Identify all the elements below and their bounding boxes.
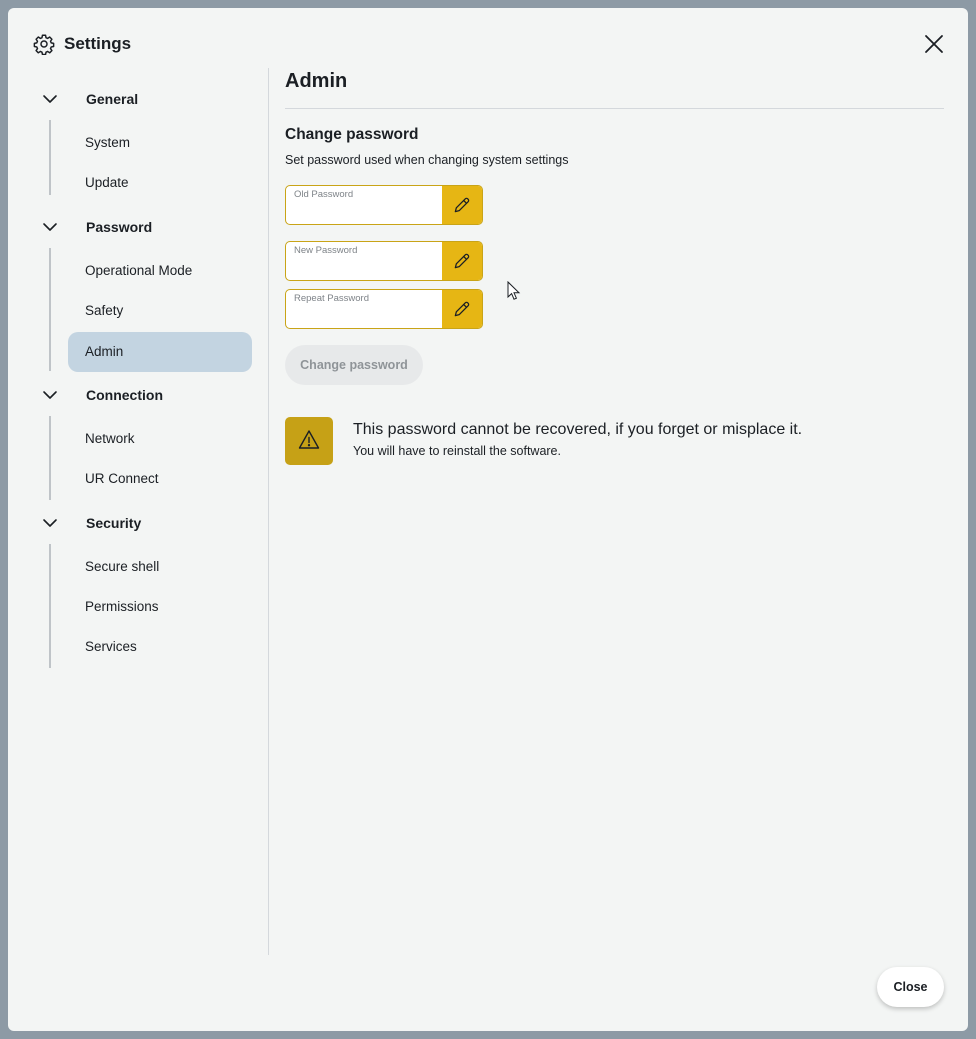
pencil-icon bbox=[452, 299, 472, 319]
old-password-edit-button[interactable] bbox=[442, 186, 482, 224]
sidebar-item-permissions[interactable] bbox=[68, 587, 252, 627]
sidebar-item-label: Permissions bbox=[85, 599, 159, 614]
sidebar-item-secure-shell[interactable] bbox=[68, 547, 252, 587]
chevron-down-icon bbox=[42, 515, 58, 531]
sidebar-item-ur-connect[interactable] bbox=[68, 459, 252, 499]
new-password-field[interactable] bbox=[285, 241, 483, 281]
warning-subtitle: You will have to reinstall the software. bbox=[353, 444, 561, 458]
repeat-password-input[interactable] bbox=[294, 307, 434, 325]
sidebar-item-label: Safety bbox=[85, 303, 124, 318]
sidebar-item-label: Network bbox=[85, 431, 135, 446]
chevron-down-icon bbox=[42, 219, 58, 235]
pencil-icon bbox=[452, 195, 472, 215]
sidebar-item-update[interactable] bbox=[68, 163, 252, 203]
sidebar-group-label: Security bbox=[86, 515, 142, 531]
sidebar-group-password[interactable] bbox=[38, 207, 258, 247]
new-password-label: New Password bbox=[294, 245, 358, 256]
section-description: Set password used when changing system settings bbox=[285, 153, 569, 167]
repeat-password-label: Repeat Password bbox=[294, 293, 369, 304]
sidebar-group-label: General bbox=[86, 91, 139, 107]
sidebar-item-services[interactable] bbox=[68, 627, 252, 667]
sidebar-group-label: Connection bbox=[86, 387, 163, 403]
new-password-edit-button[interactable] bbox=[442, 242, 482, 280]
group-indent-line bbox=[49, 248, 51, 371]
close-button[interactable]: Close bbox=[877, 967, 944, 1007]
sidebar-item-label: UR Connect bbox=[85, 471, 159, 486]
title-divider bbox=[285, 108, 944, 109]
chevron-down-icon bbox=[42, 91, 58, 107]
change-password-button[interactable]: Change password bbox=[285, 345, 423, 385]
sidebar-item-label: Services bbox=[85, 639, 137, 654]
sidebar-item-system[interactable] bbox=[68, 123, 252, 163]
group-indent-line bbox=[49, 416, 51, 500]
group-indent-line bbox=[49, 544, 51, 668]
warning-badge bbox=[285, 417, 333, 465]
sidebar-item-admin[interactable] bbox=[68, 332, 252, 372]
warning-icon bbox=[297, 428, 321, 452]
group-indent-line bbox=[49, 120, 51, 195]
chevron-down-icon bbox=[42, 387, 58, 403]
sidebar-item-label: Update bbox=[85, 175, 129, 190]
sidebar-item-network[interactable] bbox=[68, 419, 252, 459]
sidebar-group-security[interactable] bbox=[38, 503, 258, 543]
sidebar-group-label: Password bbox=[86, 219, 153, 235]
old-password-label: Old Password bbox=[294, 189, 354, 200]
old-password-input[interactable] bbox=[294, 203, 434, 221]
sidebar-group-general[interactable] bbox=[38, 79, 258, 119]
pencil-icon bbox=[452, 251, 472, 271]
sidebar-item-safety[interactable] bbox=[68, 291, 252, 331]
repeat-password-edit-button[interactable] bbox=[442, 290, 482, 328]
page-title: Admin bbox=[285, 70, 348, 92]
sidebar-group-connection[interactable] bbox=[38, 375, 258, 415]
sidebar-item-label: Secure shell bbox=[85, 559, 160, 574]
gear-icon bbox=[33, 33, 55, 55]
sidebar-item-label: System bbox=[85, 135, 131, 150]
warning-title: This password cannot be recovered, if you forget or misplace it. bbox=[353, 421, 803, 438]
sidebar-divider bbox=[268, 68, 269, 955]
section-title: Change password bbox=[285, 126, 419, 143]
sidebar-item-operational-mode[interactable] bbox=[68, 251, 252, 291]
mouse-cursor-icon bbox=[507, 281, 521, 301]
settings-dialog bbox=[8, 8, 968, 1031]
old-password-field[interactable] bbox=[285, 185, 483, 225]
dialog-title: Settings bbox=[64, 34, 132, 53]
new-password-input[interactable] bbox=[294, 259, 434, 277]
sidebar-item-label: Operational Mode bbox=[85, 263, 193, 278]
sidebar-item-label: Admin bbox=[85, 344, 124, 359]
close-icon[interactable] bbox=[922, 32, 946, 56]
repeat-password-field[interactable] bbox=[285, 289, 483, 329]
settings-sidebar bbox=[8, 68, 268, 968]
